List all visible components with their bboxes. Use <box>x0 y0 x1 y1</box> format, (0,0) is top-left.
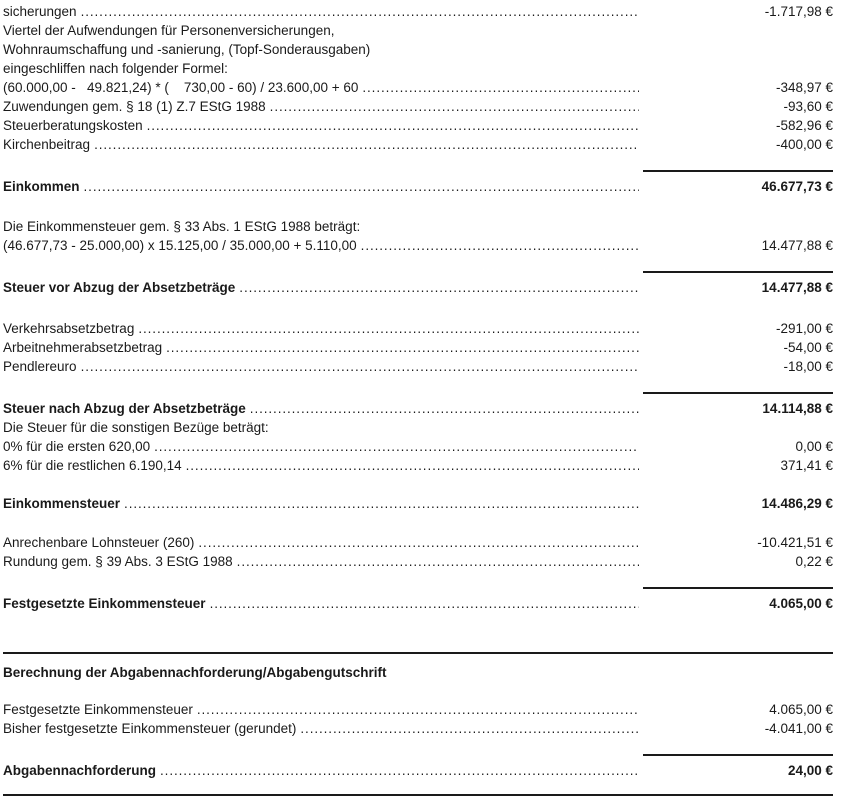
sum-rule <box>643 271 833 273</box>
item-label: Festgesetzte Einkommensteuer <box>3 702 193 717</box>
total-label: Steuer nach Abzug der Absetzbeträge <box>3 401 246 416</box>
line-item-row <box>3 456 833 475</box>
dot-leader <box>300 719 639 738</box>
item-label: Pendlereuro <box>3 359 77 374</box>
item-label: Bisher festgesetzte Einkommensteuer (gerundet) <box>3 721 297 736</box>
line-item-row <box>3 338 833 357</box>
item-amount: -93,60 € <box>783 99 833 114</box>
dot-leader <box>160 761 639 780</box>
sum-rule <box>643 170 833 172</box>
line-item-row <box>3 700 833 719</box>
item-label: Rundung gem. § 39 Abs. 3 EStG 1988 <box>3 554 233 569</box>
total-label: Steuer vor Abzug der Absetzbeträge <box>3 280 236 295</box>
item-label: Kirchenbeitrag <box>3 137 91 152</box>
line-item-row <box>3 2 833 21</box>
sum-rule <box>643 587 833 589</box>
text-label: Die Steuer für die sonstigen Bezüge beträgt: <box>3 420 269 435</box>
dot-leader <box>361 236 639 255</box>
dot-leader <box>147 116 639 135</box>
item-amount: -18,00 € <box>783 359 833 374</box>
item-label: sicherungen <box>3 4 77 19</box>
dot-leader <box>197 700 639 719</box>
total-label: Festgesetzte Einkommensteuer <box>3 596 206 611</box>
item-label: Anrechenbare Lohnsteuer (260) <box>3 535 195 550</box>
dot-leader <box>362 78 639 97</box>
item-amount: -4.041,00 € <box>764 721 833 736</box>
item-label: Arbeitnehmerabsetzbetrag <box>3 340 163 355</box>
line-item-row <box>3 319 833 338</box>
section-heading-label: Berechnung der Abgabennachforderung/Abgabengutschrift <box>3 665 387 680</box>
dot-leader <box>270 97 639 116</box>
dot-leader <box>138 319 639 338</box>
item-amount: 4.065,00 € <box>769 702 833 717</box>
total-amount: 4.065,00 € <box>769 596 833 611</box>
item-amount: -582,96 € <box>775 118 833 133</box>
dot-leader <box>186 456 639 475</box>
item-label: 6% für die restlichen 6.190,14 <box>3 458 182 473</box>
item-label: Verkehrsabsetzbetrag <box>3 321 135 336</box>
line-item-row <box>3 135 833 154</box>
dot-leader <box>81 2 639 21</box>
total-label: Einkommen <box>3 179 80 194</box>
line-item-row <box>3 552 833 571</box>
total-row-steuer-nach-abzug <box>3 399 833 418</box>
text-row <box>3 40 833 59</box>
dot-leader <box>166 338 639 357</box>
item-label: (60.000,00 - 49.821,24) * ( 730,00 - 60) / 23.600,00 + 60 <box>3 80 359 95</box>
item-amount: 371,41 € <box>780 458 833 473</box>
line-item-row <box>3 236 833 255</box>
total-amount: 24,00 € <box>787 763 833 778</box>
section-rule <box>3 652 833 654</box>
dot-leader <box>239 278 639 297</box>
text-label: Viertel der Aufwendungen für Personenversicherungen, <box>3 23 335 38</box>
total-row-festgesetzte-einkommensteuer <box>3 594 833 613</box>
line-item-row <box>3 719 833 738</box>
dot-leader <box>124 494 639 513</box>
sum-rule <box>643 392 833 394</box>
item-amount: -54,00 € <box>783 340 833 355</box>
dot-leader <box>198 533 639 552</box>
item-amount: 0,00 € <box>795 439 833 454</box>
section-heading <box>3 663 833 682</box>
dot-leader <box>94 135 639 154</box>
item-label: 0% für die ersten 620,00 <box>3 439 151 454</box>
dot-leader <box>84 177 639 196</box>
sum-rule <box>643 754 833 756</box>
line-item-row <box>3 78 833 97</box>
text-row <box>3 59 833 78</box>
total-row-abgabennachforderung <box>3 761 833 780</box>
line-item-row <box>3 97 833 116</box>
total-label: Abgabennachforderung <box>3 763 157 778</box>
item-amount: -291,00 € <box>775 321 833 336</box>
item-amount: -348,97 € <box>775 80 833 95</box>
item-amount: 14.477,88 € <box>761 238 833 253</box>
total-amount: 14.477,88 € <box>761 280 833 295</box>
text-row <box>3 21 833 40</box>
item-amount: 0,22 € <box>795 554 833 569</box>
item-amount: -400,00 € <box>775 137 833 152</box>
dot-leader <box>237 552 639 571</box>
total-row-steuer-vor-abzug <box>3 278 833 297</box>
document-bottom-rule <box>3 794 833 796</box>
total-row-einkommen <box>3 177 833 196</box>
line-item-row <box>3 437 833 456</box>
item-amount: -1.717,98 € <box>764 4 833 19</box>
item-label: Zuwendungen gem. § 18 (1) Z.7 EStG 1988 <box>3 99 266 114</box>
item-amount: -10.421,51 € <box>757 535 833 550</box>
item-label: Steuerberatungskosten <box>3 118 143 133</box>
text-label: Die Einkommensteuer gem. § 33 Abs. 1 EStG 1988 beträgt: <box>3 219 361 234</box>
item-label: (46.677,73 - 25.000,00) x 15.125,00 / 35.000,00 + 5.110,00 <box>3 238 357 253</box>
total-row-einkommensteuer <box>3 494 833 513</box>
total-label: Einkommensteuer <box>3 496 121 511</box>
line-item-row <box>3 533 833 552</box>
text-row <box>3 217 833 236</box>
line-item-row <box>3 357 833 376</box>
total-amount: 14.486,29 € <box>761 496 833 511</box>
text-label: Wohnraumschaffung und -sanierung, (Topf-Sonderausgaben) <box>3 42 371 57</box>
dot-leader <box>210 594 639 613</box>
text-label: eingeschliffen nach folgender Formel: <box>3 61 228 76</box>
total-amount: 14.114,88 € <box>762 401 833 416</box>
dot-leader <box>154 437 639 456</box>
dot-leader <box>250 399 639 418</box>
line-item-row <box>3 116 833 135</box>
text-row <box>3 418 833 437</box>
dot-leader <box>81 357 639 376</box>
total-amount: 46.677,73 € <box>761 179 833 194</box>
